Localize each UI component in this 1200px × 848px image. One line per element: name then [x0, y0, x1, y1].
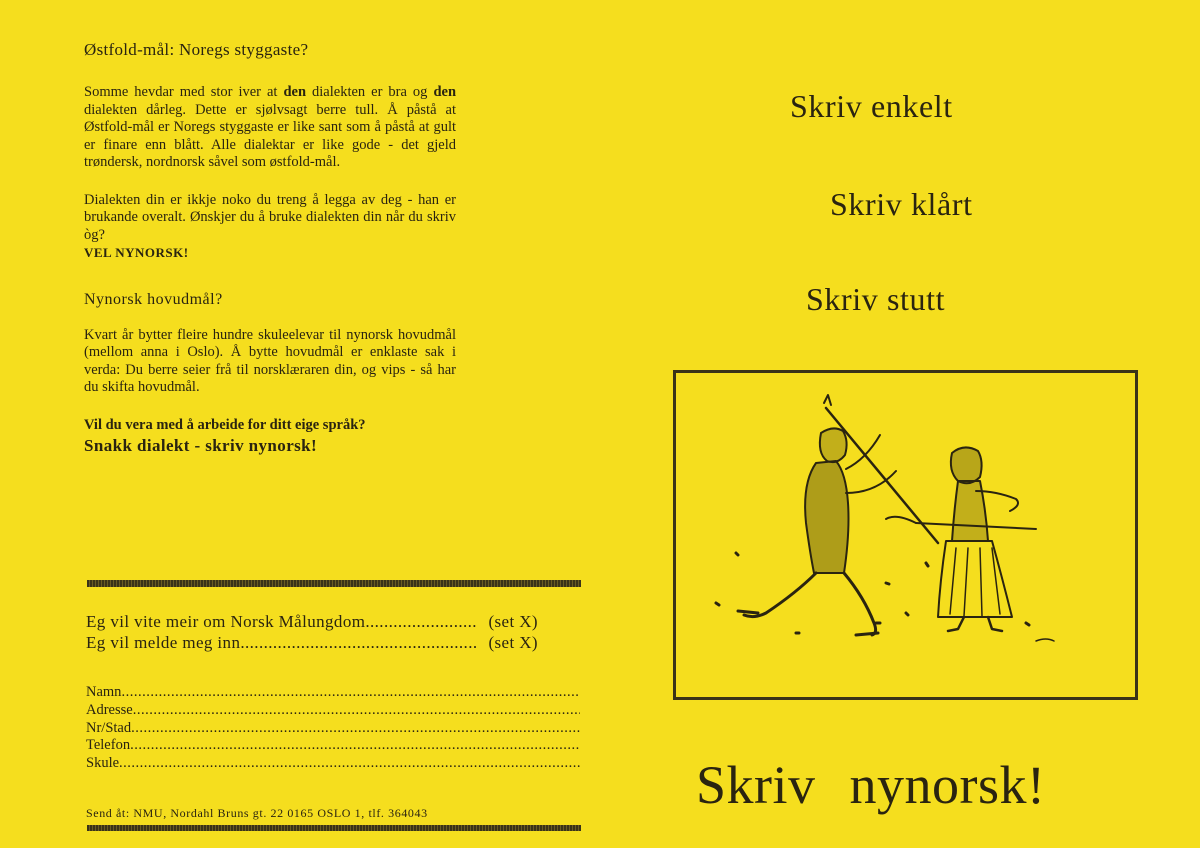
slogan-enkelt: Skriv enkelt — [790, 88, 953, 124]
mailing-address: Send åt: NMU, Nordahl Bruns gt. 22 0165 OSLO 1, tlf. 364043 — [86, 806, 428, 820]
field-nr-stad[interactable]: Nr/Stad ..... — [86, 720, 580, 738]
fill-dots — [365, 611, 476, 632]
field-skule[interactable]: Skule ..... — [86, 755, 580, 773]
headline-skriv-nynorsk: Skriv nynorsk! — [696, 755, 1046, 815]
fencing-duel-drawing — [676, 373, 1135, 697]
contact-fields — [86, 684, 586, 773]
field-adresse[interactable]: Adresse ..... — [86, 702, 580, 720]
heading-ostfold: Østfold-mål: Noregs styggaste? — [84, 40, 309, 59]
option-more-info[interactable]: Eg vil vite meir om Norsk Målungdom ..... (set X) — [86, 611, 538, 632]
paragraph-keep-dialect: Dialekten din er ikkje noko du treng å legga av deg - han er brukande overalt. Ønskjer du å bruke dialekten din når du skriv òg? VEL NYNORSK! — [84, 191, 456, 260]
option-join[interactable]: Eg vil melde meg inn ..... (set X) — [86, 632, 538, 653]
callout-join-question: Vil du vera med å arbeide for ditt eige språk? — [84, 416, 366, 433]
slogan-klart: Skriv klårt — [830, 186, 973, 222]
field-telefon[interactable]: Telefon ..... — [86, 737, 580, 755]
illustration-frame — [673, 370, 1138, 700]
paragraph-switch-main-language: Kvart år bytter fleire hundre skuleelevar til nynorsk hovudmål (mellom anna i Oslo). Å bytte hovudmål er enklaste sak i verda: Du berre seier frå til norsklæraren din, og vips - så har du skifta hovudmål. — [84, 326, 456, 395]
left-panel — [84, 40, 584, 456]
signup-options — [86, 611, 586, 653]
divider-bottom — [87, 825, 581, 831]
vel-nynorsk-text: VEL NYNORSK! — [84, 245, 189, 260]
callout-slogan: Snakk dialekt - skriv nynorsk! — [84, 435, 318, 455]
paragraph-dialect-equality: Somme hevdar med stor iver at den dialekten er bra og den dialekten dårleg. Dette er sjølvsagt berre tull. Å påstå at Østfold-mål er Noregs styggaste er like sant som å påstå at gult er finare enn blått. Alle dialektar er like gode - det gjeld trøndersk, nordnorsk såvel som østfold-mål. — [84, 84, 457, 170]
slogan-stutt: Skriv stutt — [806, 281, 946, 317]
divider-top — [87, 580, 581, 587]
heading-hovudmal: Nynorsk hovudmål? — [84, 290, 223, 308]
field-namn[interactable]: Namn ..... — [86, 684, 580, 702]
fill-dots — [240, 632, 476, 653]
